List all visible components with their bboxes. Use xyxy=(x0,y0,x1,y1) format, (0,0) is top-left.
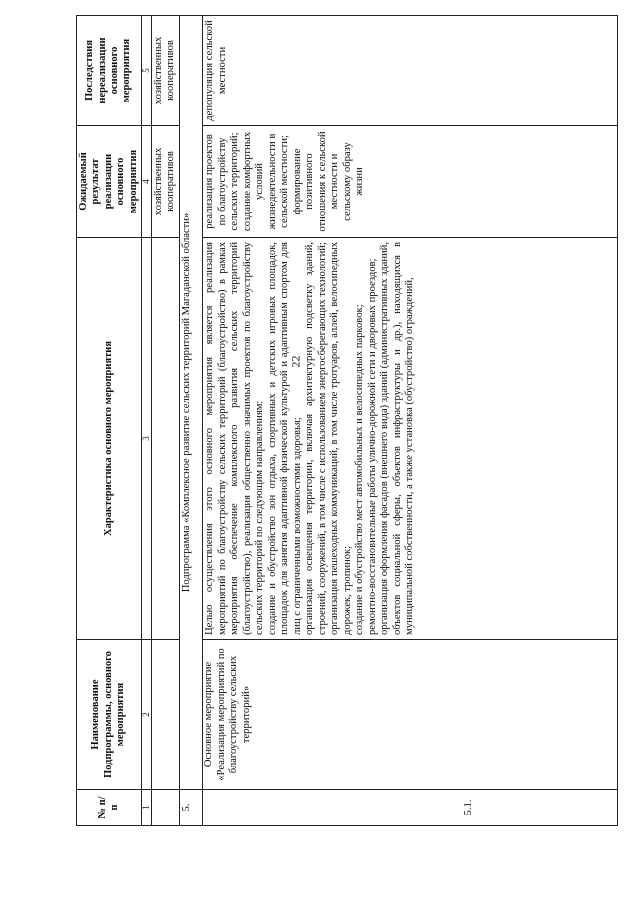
header-name: Наименование Подпрограммы, основного мероприятия xyxy=(77,640,142,790)
description-paragraph: организация пешеходных коммуникаций, в том числе тротуаров, аллей, велосипедных дорожек, тропинок; xyxy=(329,242,353,635)
description-paragraph: создание и обустройство зон отдыха, спортивных и детских игровых площадок, площадок для занятия адаптивной физической культурой и адаптивным спортом для лиц с ограниченными возможностями здоровья; xyxy=(266,242,303,635)
carryover-cell-3 xyxy=(151,238,179,640)
event-name xyxy=(203,640,618,790)
measures-table xyxy=(76,15,618,826)
header-consequences: Последствия нереализации основного мероприятия xyxy=(77,16,142,126)
column-number-4: 4 xyxy=(141,126,151,238)
section-number: 5. xyxy=(179,790,202,826)
column-number-3: 3 xyxy=(141,238,151,640)
carryover-result: хозяйственных кооперативов xyxy=(151,126,179,238)
event-title: «Реализация мероприятий по благоустройству сельских территорий» xyxy=(215,648,252,781)
description-paragraph: организация освещения территории, включая архитектурную подсветку зданий, строений, сооружений, в том числе с использованием энергосберегающих технологий; xyxy=(304,242,328,635)
carryover-consequence: хозяйственных кооперативов xyxy=(151,16,179,126)
carryover-cell-1 xyxy=(151,790,179,826)
column-number-1: 1 xyxy=(141,790,151,826)
expected-result: реализация проектов по благоустройству сельских территорий; создание комфортных условий жизнедеятельности в сельской местности; формирование позитивного отношения к сельской местности и сельскому образу жизни xyxy=(203,126,618,238)
event-description xyxy=(203,238,618,640)
description-paragraph: организация оформления фасадов (внешнего вида) зданий (административных зданий, объектов социальной сферы, объектов инфраструктуры и др.), находящихся в муниципальной собственности, а также установка (обустройство) ограждений, xyxy=(379,242,416,635)
column-number-row xyxy=(141,16,151,826)
description-paragraph: Целью осуществления этого основного мероприятия является реализация мероприятий по благоустройству сельских территорий (благоустройство) в рамках мероприятия обеспечение комплексного развития сельских территорий (благоустройство), реализация общественно значимых проектов по благоустройству сельских территорий по следующим направлениям: xyxy=(204,242,266,635)
consequence: депопуляция сельской местности xyxy=(203,16,618,126)
section-title: Подпрограмма «Комплексное развитие сельских территорий Магаданской области» xyxy=(179,16,202,790)
carryover-cell-2 xyxy=(151,640,179,790)
header-row xyxy=(77,16,142,826)
row-number: 5.1. xyxy=(203,790,618,826)
carryover-row xyxy=(151,16,179,826)
description-paragraph: создание и обустройство мест автомобильных и велосипедных парковок; xyxy=(354,304,366,635)
column-number-5: 5 xyxy=(141,16,151,126)
header-number: № п/п xyxy=(77,790,142,826)
header-expected-result: Ожидаемый результат реализации основного мероприятия xyxy=(77,126,142,238)
landscape-table-container xyxy=(76,16,618,826)
event-label: Основное мероприятие xyxy=(203,661,215,768)
section-row xyxy=(179,16,202,826)
header-characteristics: Характеристика основного мероприятия xyxy=(77,238,142,640)
description-paragraph: ремонтно-восстановительные работы улично-дорожной сети и дворовых проездов; xyxy=(366,258,378,635)
page-number: 22 xyxy=(288,355,303,368)
table-row xyxy=(203,16,618,826)
column-number-2: 2 xyxy=(141,640,151,790)
